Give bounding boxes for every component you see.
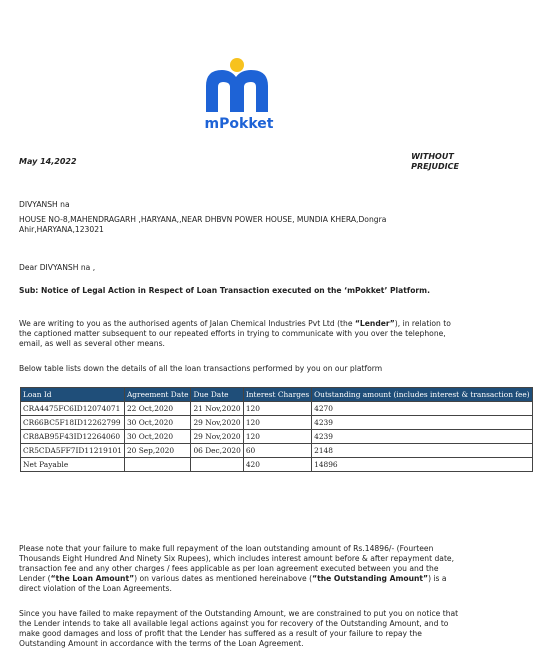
recipient-name: DIVYANSH na — [19, 200, 70, 209]
loan-table — [20, 387, 533, 472]
loan-id: CRA4475FC6ID12074071 — [21, 402, 125, 416]
table-header-row — [21, 388, 533, 402]
agreement-date: 30 Oct,2020 — [124, 430, 191, 444]
letter-date: May 14,2022 — [19, 157, 77, 166]
due-date: 06 Dec,2020 — [191, 444, 243, 458]
intro-paragraph: We are writing to you as the authorised agents of Jalan Chemical Industries Pvt Ltd (the “Lender”), in relation to the captioned matter subsequent to our repeated efforts in trying to communicate with you over the telephone, email, as well as several other means. — [19, 319, 451, 348]
col-due-date: Due Date — [191, 388, 243, 402]
outstanding: 4239 — [312, 430, 533, 444]
due-date: 21 Nov,2020 — [191, 402, 243, 416]
due-date: 29 Nov,2020 — [191, 416, 243, 430]
loan-id: CR5CDA5FF7ID11219101 — [21, 444, 125, 458]
table-intro: Below table lists down the details of all the loan transactions performed by you on our platform — [19, 364, 383, 373]
without-prejudice-line2: PREJUDICE — [411, 162, 459, 171]
subject-line: Sub: Notice of Legal Action in Respect of Loan Transaction executed on the ‘mPokket’ Platform. — [19, 286, 430, 295]
due-date: 29 Nov,2020 — [191, 430, 243, 444]
legal-action-paragraph: Since you have failed to make repayment of the Outstanding Amount, we are constrained to put you on notice that the Lender intends to take all available legal actions against you for recovery of the Outstanding Amount, and to make good damages and loss of profit that the Lender has suffered as a result of your failure to repay the Outstanding Amount in accordance with the terms of the Loan Agreement. — [19, 609, 459, 648]
interest: 120 — [243, 402, 311, 416]
col-interest: Interest Charges — [243, 388, 311, 402]
total-interest: 420 — [243, 458, 311, 472]
empty-cell — [124, 458, 191, 472]
loan-id: CR66BC5F18ID12262799 — [21, 416, 125, 430]
without-prejudice-line1: WITHOUT — [411, 152, 454, 161]
table-total-row — [21, 458, 533, 472]
recipient-address: HOUSE NO-8,MAHENDRAGARH ,HARYANA,,NEAR DHBVN POWER HOUSE, MUNDIA KHERA,Dongra Ahir,HARYANA,123021 — [19, 215, 387, 234]
loan-id: CR8AB95F43ID12264060 — [21, 430, 125, 444]
interest: 120 — [243, 430, 311, 444]
total-outstanding: 14896 — [312, 458, 533, 472]
net-payable-label: Net Payable — [21, 458, 125, 472]
table-row — [21, 444, 533, 458]
outstanding: 4239 — [312, 416, 533, 430]
col-outstanding: Outstanding amount (includes interest & transaction fee) — [312, 388, 533, 402]
table-row — [21, 430, 533, 444]
col-agreement-date: Agreement Date — [124, 388, 191, 402]
empty-cell — [191, 458, 243, 472]
table-row — [21, 402, 533, 416]
outstanding: 4270 — [312, 402, 533, 416]
failure-paragraph: Please note that your failure to make full repayment of the loan outstanding amount of Rs.14896/- (Fourteen Thousands Eight Hundred And Ninety Six Rupees), which includes interest amount before & after repayment date, transaction fee and any other charges / fees applicable as per loan agreement executed between you and the Lender (“the Loan Amount”) on various dates as mentioned hereinabove (“the Outstanding Amount”) is a direct violation of the Loan Agreements. — [19, 544, 455, 593]
agreement-date: 20 Sep,2020 — [124, 444, 191, 458]
interest: 60 — [243, 444, 311, 458]
without-prejudice — [411, 152, 459, 172]
salutation: Dear DIVYANSH na , — [19, 263, 96, 272]
outstanding: 2148 — [312, 444, 533, 458]
interest: 120 — [243, 416, 311, 430]
agreement-date: 22 Oct,2020 — [124, 402, 191, 416]
agreement-date: 30 Oct,2020 — [124, 416, 191, 430]
brand-name: mPokket — [204, 116, 274, 132]
col-loan-id: Loan Id — [21, 388, 125, 402]
table-row — [21, 416, 533, 430]
mpokket-logo-icon — [200, 56, 275, 116]
